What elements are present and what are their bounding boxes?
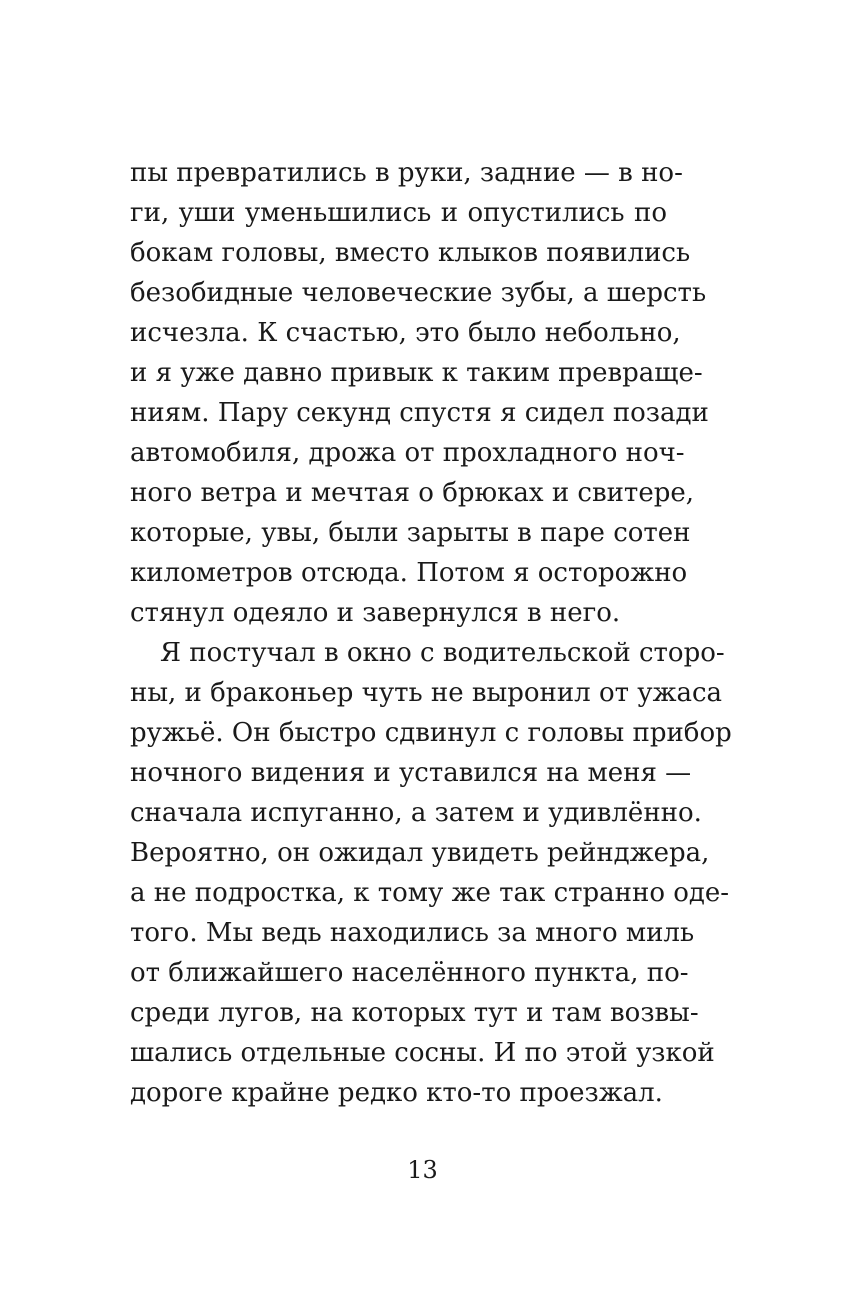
text-line: которые, увы, были зарыты в паре сотен bbox=[130, 518, 691, 548]
paragraph-2 bbox=[130, 633, 732, 1113]
text-line: ружьё. Он быстро сдвинул с головы прибор bbox=[130, 718, 732, 748]
text-line: пы превратились в руки, задние — в но- bbox=[130, 158, 683, 188]
text-line: ны, и браконьер чуть не выронил от ужаса bbox=[130, 678, 723, 708]
text-line: Вероятно, он ожидал увидеть рейнджера, bbox=[130, 838, 710, 868]
text-line: ного ветра и мечтая о брюках и свитере, bbox=[130, 478, 695, 508]
text-line: ночного видения и уставился на меня — bbox=[130, 758, 692, 788]
text-line: среди лугов, на которых тут и там возвы- bbox=[130, 998, 699, 1028]
text-line: километров отсюда. Потом я осторожно bbox=[130, 558, 688, 588]
text-line: исчезла. К счастью, это было небольно, bbox=[130, 318, 681, 348]
text-line: шались отдельные сосны. И по этой узкой bbox=[130, 1038, 715, 1068]
text-line: а не подростка, к тому же так странно оде- bbox=[130, 878, 730, 908]
paragraph-1 bbox=[130, 153, 709, 633]
text-line: автомобиля, дрожа от прохладного ноч- bbox=[130, 438, 685, 468]
text-line: и я уже давно привык к таким превраще- bbox=[130, 358, 703, 388]
text-line: бокам головы, вместо клыков появились bbox=[130, 238, 691, 268]
text-line: ги, уши уменьшились и опустились по bbox=[130, 198, 667, 228]
text-line: того. Мы ведь находились за много миль bbox=[130, 918, 695, 948]
text-line: от ближайшего населённого пункта, по- bbox=[130, 958, 689, 988]
text-line: Я постучал в окно с водительской сторо- bbox=[160, 638, 725, 668]
text-line: ниям. Пару секунд спустя я сидел позади bbox=[130, 398, 709, 428]
text-line: сначала испуганно, а затем и удивлённо. bbox=[130, 798, 702, 828]
text-line: стянул одеяло и завернулся в него. bbox=[130, 598, 621, 628]
page-number: 13 bbox=[407, 1156, 438, 1184]
text-line: безобидные человеческие зубы, а шерсть bbox=[130, 278, 707, 308]
text-line: дороге крайне редко кто-то проезжал. bbox=[130, 1078, 663, 1108]
